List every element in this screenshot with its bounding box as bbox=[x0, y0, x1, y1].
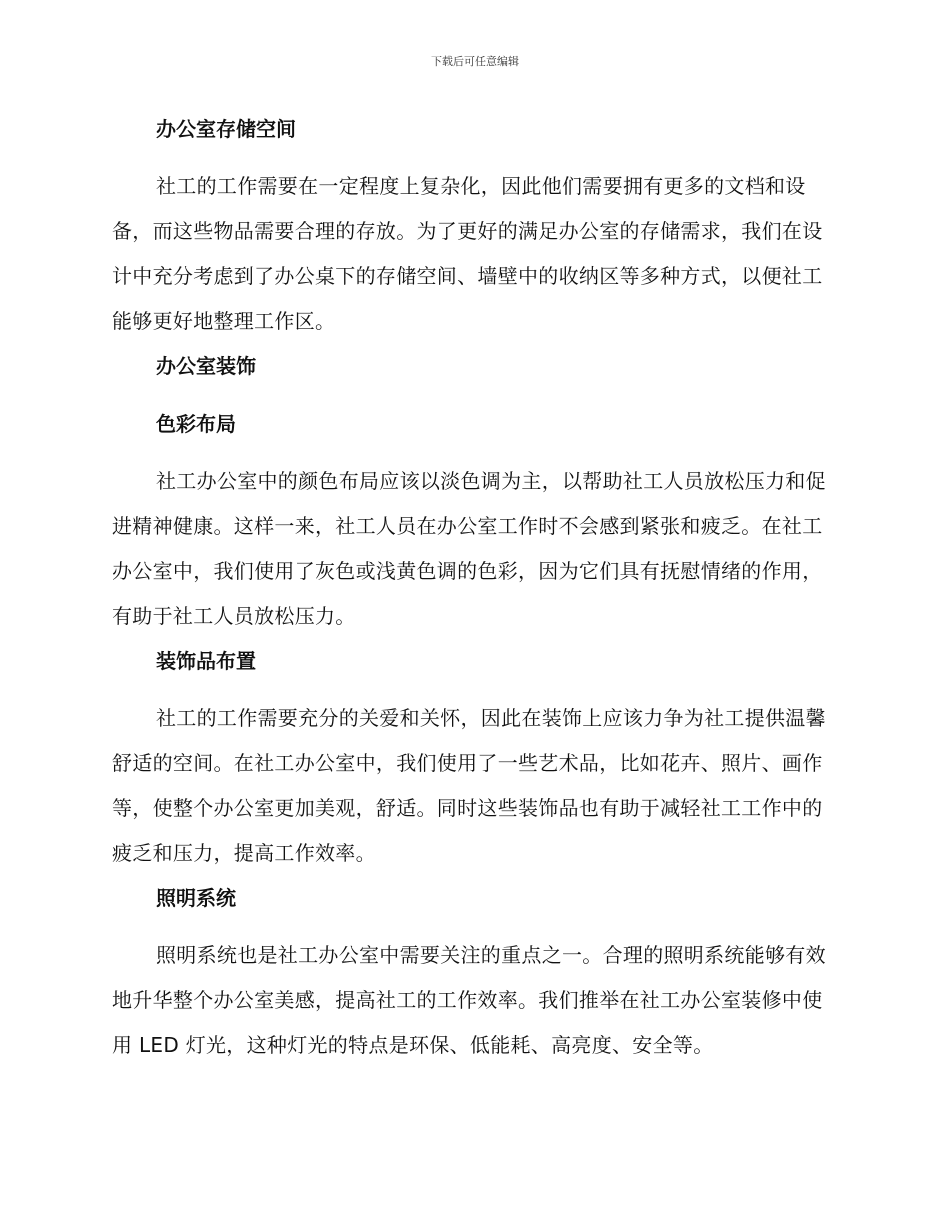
section-heading-lighting: 照明系统 bbox=[156, 886, 236, 910]
document-body bbox=[112, 113, 838, 1074]
page-header-note: 下载后可任意编辑 bbox=[431, 55, 519, 68]
section-heading-storage: 办公室存储空间 bbox=[156, 117, 296, 141]
section-paragraph-lighting: 照明系统也是社工办公室中需要关注的重点之一。合理的照明系统能够有效地升华整个办公室美感，提高社工的工作效率。我们推举在社工办公室装修中使用 LED 灯光，这种灯光的特点是环保、低能耗、高亮度、安全等。 bbox=[112, 943, 826, 1057]
section-heading-ornaments: 装饰品布置 bbox=[156, 649, 256, 673]
section-paragraph-storage: 社工的工作需要在一定程度上复杂化，因此他们需要拥有更多的文档和设备，而这些物品需要合理的存放。为了更好的满足办公室的存储需求，我们在设计中充分考虑到了办公桌下的存储空间、墙壁中的收纳区等多种方式，以便社工能够更好地整理工作区。 bbox=[112, 174, 823, 333]
section-heading-color-layout: 色彩布局 bbox=[156, 412, 236, 436]
section-paragraph-color-layout: 社工办公室中的颜色布局应该以淡色调为主，以帮助社工人员放松压力和促进精神健康。这样一来，社工人员在办公室工作时不会感到紧张和疲乏。在社工办公室中，我们使用了灰色或浅黄色调的色彩，因为它们具有抚慰情绪的作用，有助于社工人员放松压力。 bbox=[112, 469, 826, 628]
section-heading-decoration: 办公室装饰 bbox=[156, 354, 256, 378]
section-paragraph-ornaments: 社工的工作需要充分的关爱和关怀，因此在装饰上应该力争为社工提供温馨舒适的空间。在社工办公室中，我们使用了一些艺术品，比如花卉、照片、画作等，使整个办公室更加美观，舒适。同时这些装饰品也有助于减轻社工工作中的疲乏和压力，提高工作效率。 bbox=[112, 706, 826, 865]
